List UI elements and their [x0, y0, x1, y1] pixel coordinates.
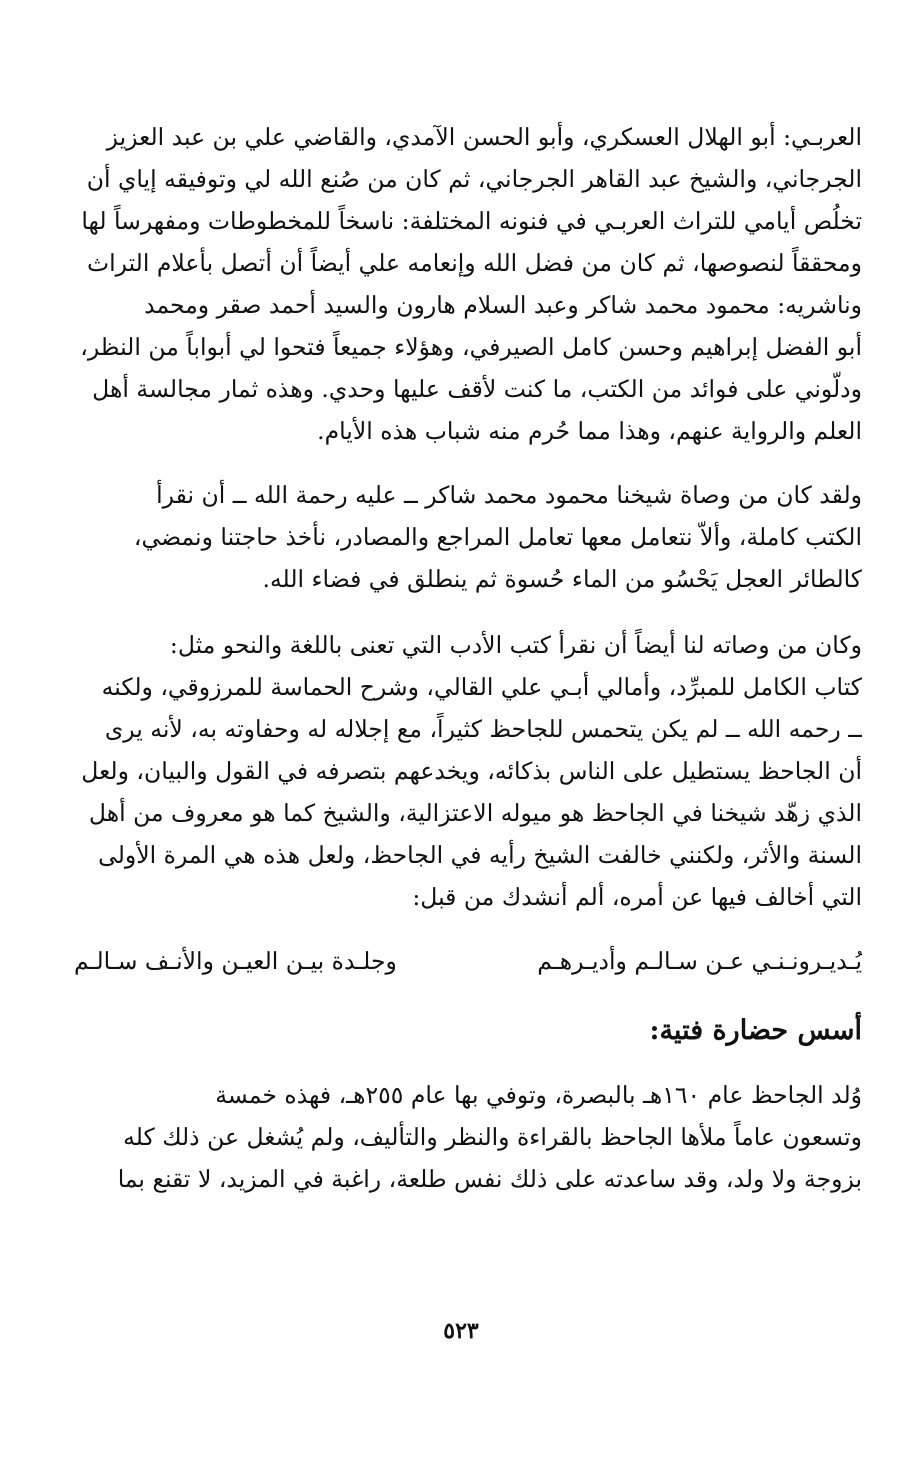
verse-second-hemistich: وجلـدة بيـن العيـن والأنـف سـالـم [74, 947, 397, 975]
poetry-verse [74, 940, 862, 986]
text-line: التي أخالف فيها عن أمره، ألم أنشدك من قبل: [412, 883, 862, 911]
paragraph-adab-books [74, 624, 862, 918]
text-line: ومحققاً لنصوصها، ثم كان من فضل الله وإنعامه علي أيضاً أن أتصل بأعلام التراث [86, 249, 862, 277]
text-line: ــ رحمه الله ــ لم يكن يتحمس للجاحظ كثيراً، مع إجلاله له وحفاوته به، لأنه يرى [104, 715, 862, 743]
section-heading: أسس حضارة فتية: [649, 1015, 862, 1046]
text-line: ولقد كان من وصاة شيخنا محمود محمد شاكر ــ عليه رحمة الله ــ أن نقرأ [156, 481, 862, 509]
text-line: وتسعون عاماً ملأها الجاحظ بالقراءة والنظر والتأليف، ولم يُشغل عن ذلك كله [123, 1123, 862, 1151]
text-line: كتاب الكامل للمبرِّد، وأمالي أبـي علي القالي، وشرح الحماسة للمرزوقي، ولكنه [101, 673, 862, 701]
text-line: ودلّوني على فوائد من الكتب، ما كنت لأقف عليها وحدي. وهذه ثمار مجالسة أهل [92, 375, 862, 403]
text-line: السنة والأثر، ولكنني خالفت الشيخ رأيه في الجاحظ، ولعل هذه هي المرة الأولى [98, 841, 862, 869]
text-line: وكان من وصاته لنا أيضاً أن نقرأ كتب الأدب التي تعنى باللغة والنحو مثل: [169, 631, 862, 659]
paragraph-jahiz-birth [74, 1074, 862, 1200]
text-line: وناشريه: محمود محمد شاكر وعبد السلام هارون والسيد أحمد صقر ومحمد [144, 291, 862, 319]
text-line: الكتب كاملة، وألاّ نتعامل معها تعامل المراجع والمصادر، نأخذ حاجتنا ونمضي، [133, 523, 862, 551]
paragraph-shakir-advice [74, 474, 862, 600]
text-line: أبو الفضل إبراهيم وحسن كامل الصيرفي، وهؤلاء جميعاً فتحوا لي أبواباً من النظر، [80, 333, 862, 361]
text-line: الذي زهّد شيخنا في الجاحظ هو ميوله الاعتزالية، والشيخ كما هو معروف من أهل [88, 799, 862, 827]
text-line: العلم والرواية عنهم، وهذا مما حُرم منه شباب هذه الأيام. [317, 417, 862, 445]
verse-first-hemistich: يُـديـرونـنـي عـن سـالـم وأديـرهـم [537, 947, 862, 975]
paragraph-scholars [74, 116, 862, 452]
text-line: بزوجة ولا ولد، وقد ساعدته على ذلك نفس طلعة، راغبة في المزيد، لا تقنع بما [117, 1165, 862, 1193]
text-line: كالطائر العجل يَحْسُو من الماء حُسوة ثم ينطلق في فضاء الله. [262, 565, 862, 593]
text-line: العربـي: أبو الهلال العسكري، وأبو الحسن الآمدي، والقاضي علي بن عبد العزيز [106, 123, 862, 151]
text-line: أن الجاحظ يستطيل على الناس بذكائه، ويخدعهم بتصرفه في القول والبيان، ولعل [81, 757, 862, 785]
page-number: ٥٢٣ [443, 1318, 479, 1344]
text-line: تخلُص أيامي للتراث العربـي في فنونه المختلفة: ناسخاً للمخطوطات ومفهرساً لها [81, 207, 862, 235]
text-line: وُلد الجاحظ عام ١٦٠هـ بالبصرة، وتوفي بها عام ٢٥٥هـ، فهذه خمسة [215, 1081, 862, 1109]
text-line: الجرجاني، والشيخ عبد القاهر الجرجاني، ثم كان من صُنع الله لي وتوفيقه إياي أن [86, 165, 862, 193]
